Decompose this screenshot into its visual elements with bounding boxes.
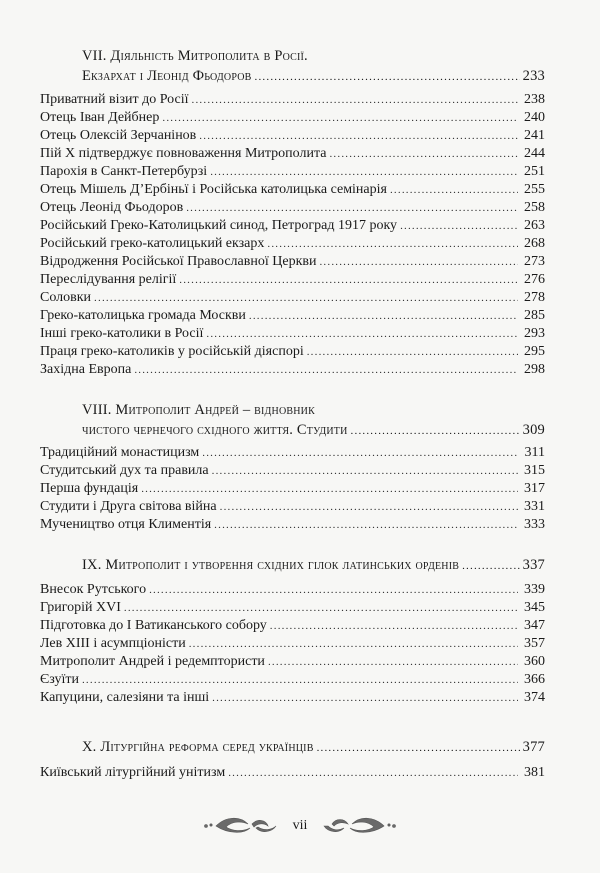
page-number: 317 (524, 481, 545, 496)
page-number: 233 (522, 68, 545, 84)
section-heading: IX. Митрополит і утворення східних гілок латинських орденів (82, 557, 460, 573)
leader-dots (189, 636, 518, 652)
toc-entry (40, 218, 545, 236)
toc-entry (40, 517, 545, 535)
entry-title: Капуцини, салезіяни та інші (40, 690, 210, 705)
toc-entry (40, 636, 545, 654)
page-number: 240 (524, 110, 545, 125)
toc-entry (40, 582, 545, 600)
entry-title: Західна Европа (40, 362, 132, 377)
page-number: 244 (524, 146, 545, 161)
toc-entry (40, 272, 545, 290)
leader-dots (210, 164, 518, 180)
page-number: 333 (524, 517, 545, 532)
page-number: 345 (524, 600, 545, 615)
leader-dots (267, 236, 518, 252)
page-number: 357 (524, 636, 545, 651)
page-number: 285 (524, 308, 545, 323)
entry-title: Лев XIII і асумпціоністи (40, 636, 186, 651)
page-number: 273 (524, 254, 545, 269)
toc-entry (40, 344, 545, 362)
leader-dots (134, 362, 518, 378)
entry-title: Перша фундація (40, 481, 139, 496)
page-number: 238 (524, 92, 545, 107)
entry-title: Отець Олексій Зерчанінов (40, 128, 197, 143)
page-number: 337 (522, 557, 545, 573)
entry-title: Російський Греко-Католицький синод, Петроград 1917 року (40, 218, 398, 233)
section-subheading: чистого чернечого східного життя. Студити (82, 422, 348, 438)
toc-entry (40, 254, 545, 272)
leader-dots (307, 344, 518, 360)
toc-entry (40, 200, 545, 218)
page-number: 268 (524, 236, 545, 251)
leader-dots (270, 618, 518, 634)
toc-entry (40, 654, 545, 672)
page-number: 331 (524, 499, 545, 514)
leader-dots (186, 200, 518, 216)
leader-dots (94, 290, 518, 306)
leader-dots (400, 218, 518, 234)
section-subheading: Екзархат і Леонід Фьодоров (82, 68, 252, 84)
leader-dots (202, 445, 518, 461)
entry-title: Студити і Друга світова війна (40, 499, 217, 514)
toc-entry (40, 308, 545, 326)
section-heading: VII. Діяльність Митрополита в Росії. (82, 48, 308, 64)
toc-entry (40, 445, 545, 463)
leader-dots (206, 326, 518, 342)
toc-entry (40, 92, 545, 110)
page-number: 311 (524, 445, 545, 460)
leader-dots (249, 308, 518, 324)
toc-entry (40, 236, 545, 254)
toc-entry (40, 326, 545, 344)
leader-dots (212, 463, 518, 479)
entry-title: Отець Мішель Д’Ербіньї і Російська католицька семінарія (40, 182, 387, 197)
page-number: 381 (524, 765, 545, 780)
toc-entry (40, 481, 545, 499)
toc-entry (40, 463, 545, 481)
leader-dots (162, 110, 518, 126)
section-heading-line (82, 738, 545, 757)
toc-entry (40, 765, 545, 783)
section-heading-line (82, 421, 545, 440)
leader-dots (390, 182, 518, 198)
page-number: 278 (524, 290, 545, 305)
leader-dots (317, 739, 520, 757)
leader-dots (212, 690, 518, 706)
page-number: 241 (524, 128, 545, 143)
leader-dots (255, 68, 520, 86)
page-number: 339 (524, 582, 545, 597)
toc-entry (40, 600, 545, 618)
entry-title: Підготовка до І Ватиканського собору (40, 618, 267, 633)
toc-entry (40, 690, 545, 708)
entry-title: Митрополит Андрей і редемптористи (40, 654, 265, 669)
page-number: 251 (524, 164, 545, 179)
leader-dots (192, 92, 518, 108)
entry-title: Російський греко-католицький екзарх (40, 236, 265, 251)
toc-entry (40, 290, 545, 308)
entry-title: Соловки (40, 290, 92, 305)
leader-dots (228, 765, 518, 781)
page-number: 377 (522, 739, 545, 755)
entry-title: Інші греко-католики в Росії (40, 326, 204, 341)
section-heading-line (82, 67, 545, 86)
entry-title: Єзуїти (40, 672, 79, 687)
page-number: 295 (524, 344, 545, 359)
page-number: 315 (524, 463, 545, 478)
toc-entry (40, 362, 545, 380)
page-number: 258 (524, 200, 545, 215)
toc-entry (40, 110, 545, 128)
entry-title: Переслідування релігії (40, 272, 177, 287)
toc-entry (40, 672, 545, 690)
page-number: 263 (524, 218, 545, 233)
entry-title: Студитський дух та правила (40, 463, 209, 478)
page-number: 347 (524, 618, 545, 633)
toc-entry (40, 618, 545, 636)
page-footer (0, 812, 600, 842)
section-heading: VIII. Митрополит Андрей – відновник (82, 402, 315, 418)
leader-dots (149, 582, 518, 598)
entry-title: Греко-католицька громада Москви (40, 308, 246, 323)
leader-dots (179, 272, 518, 288)
page-number: 298 (524, 362, 545, 377)
page-number: 276 (524, 272, 545, 287)
leader-dots (199, 128, 518, 144)
entry-title: Традиційний монастицизм (40, 445, 200, 460)
leader-dots (214, 517, 518, 533)
toc-entry (40, 146, 545, 164)
entry-title: Мучеництво отця Климентія (40, 517, 212, 532)
page-number: 255 (524, 182, 545, 197)
entry-title: Пій Х підтверджує повноваження Митрополита (40, 146, 327, 161)
leader-dots (351, 422, 520, 440)
entry-title: Внесок Рутського (40, 582, 147, 597)
section-heading-line (82, 556, 545, 575)
entry-title: Київський літургійний унітизм (40, 765, 226, 780)
page-number: 366 (524, 672, 545, 687)
toc-entry (40, 128, 545, 146)
leader-dots (141, 481, 518, 497)
leader-dots (329, 146, 518, 162)
toc-entry (40, 164, 545, 182)
page-number: 293 (524, 326, 545, 341)
entry-title: Приватний візит до Росії (40, 92, 189, 107)
leader-dots (462, 557, 520, 575)
entry-title: Відродження Російської Православної Церкви (40, 254, 317, 269)
footer-page-number: vii (292, 818, 308, 833)
toc-entry (40, 182, 545, 200)
leader-dots (124, 600, 518, 616)
entry-title: Отець Леонід Фьодоров (40, 200, 184, 215)
section-heading: X. Літургійна реформа серед українців (82, 739, 314, 755)
entry-title: Праця греко-католиків у російській діяспорі (40, 344, 304, 359)
leader-dots (82, 672, 518, 688)
leader-dots (319, 254, 518, 270)
page-number: 360 (524, 654, 545, 669)
toc-entry (40, 499, 545, 517)
entry-title: Григорій XVI (40, 600, 121, 615)
leader-dots (220, 499, 518, 515)
leader-dots (268, 654, 518, 670)
entry-title: Отець Іван Дейбнер (40, 110, 160, 125)
page-number: 309 (522, 422, 545, 438)
entry-title: Парохія в Санкт-Петербурзі (40, 164, 208, 179)
page-number: 374 (524, 690, 545, 705)
